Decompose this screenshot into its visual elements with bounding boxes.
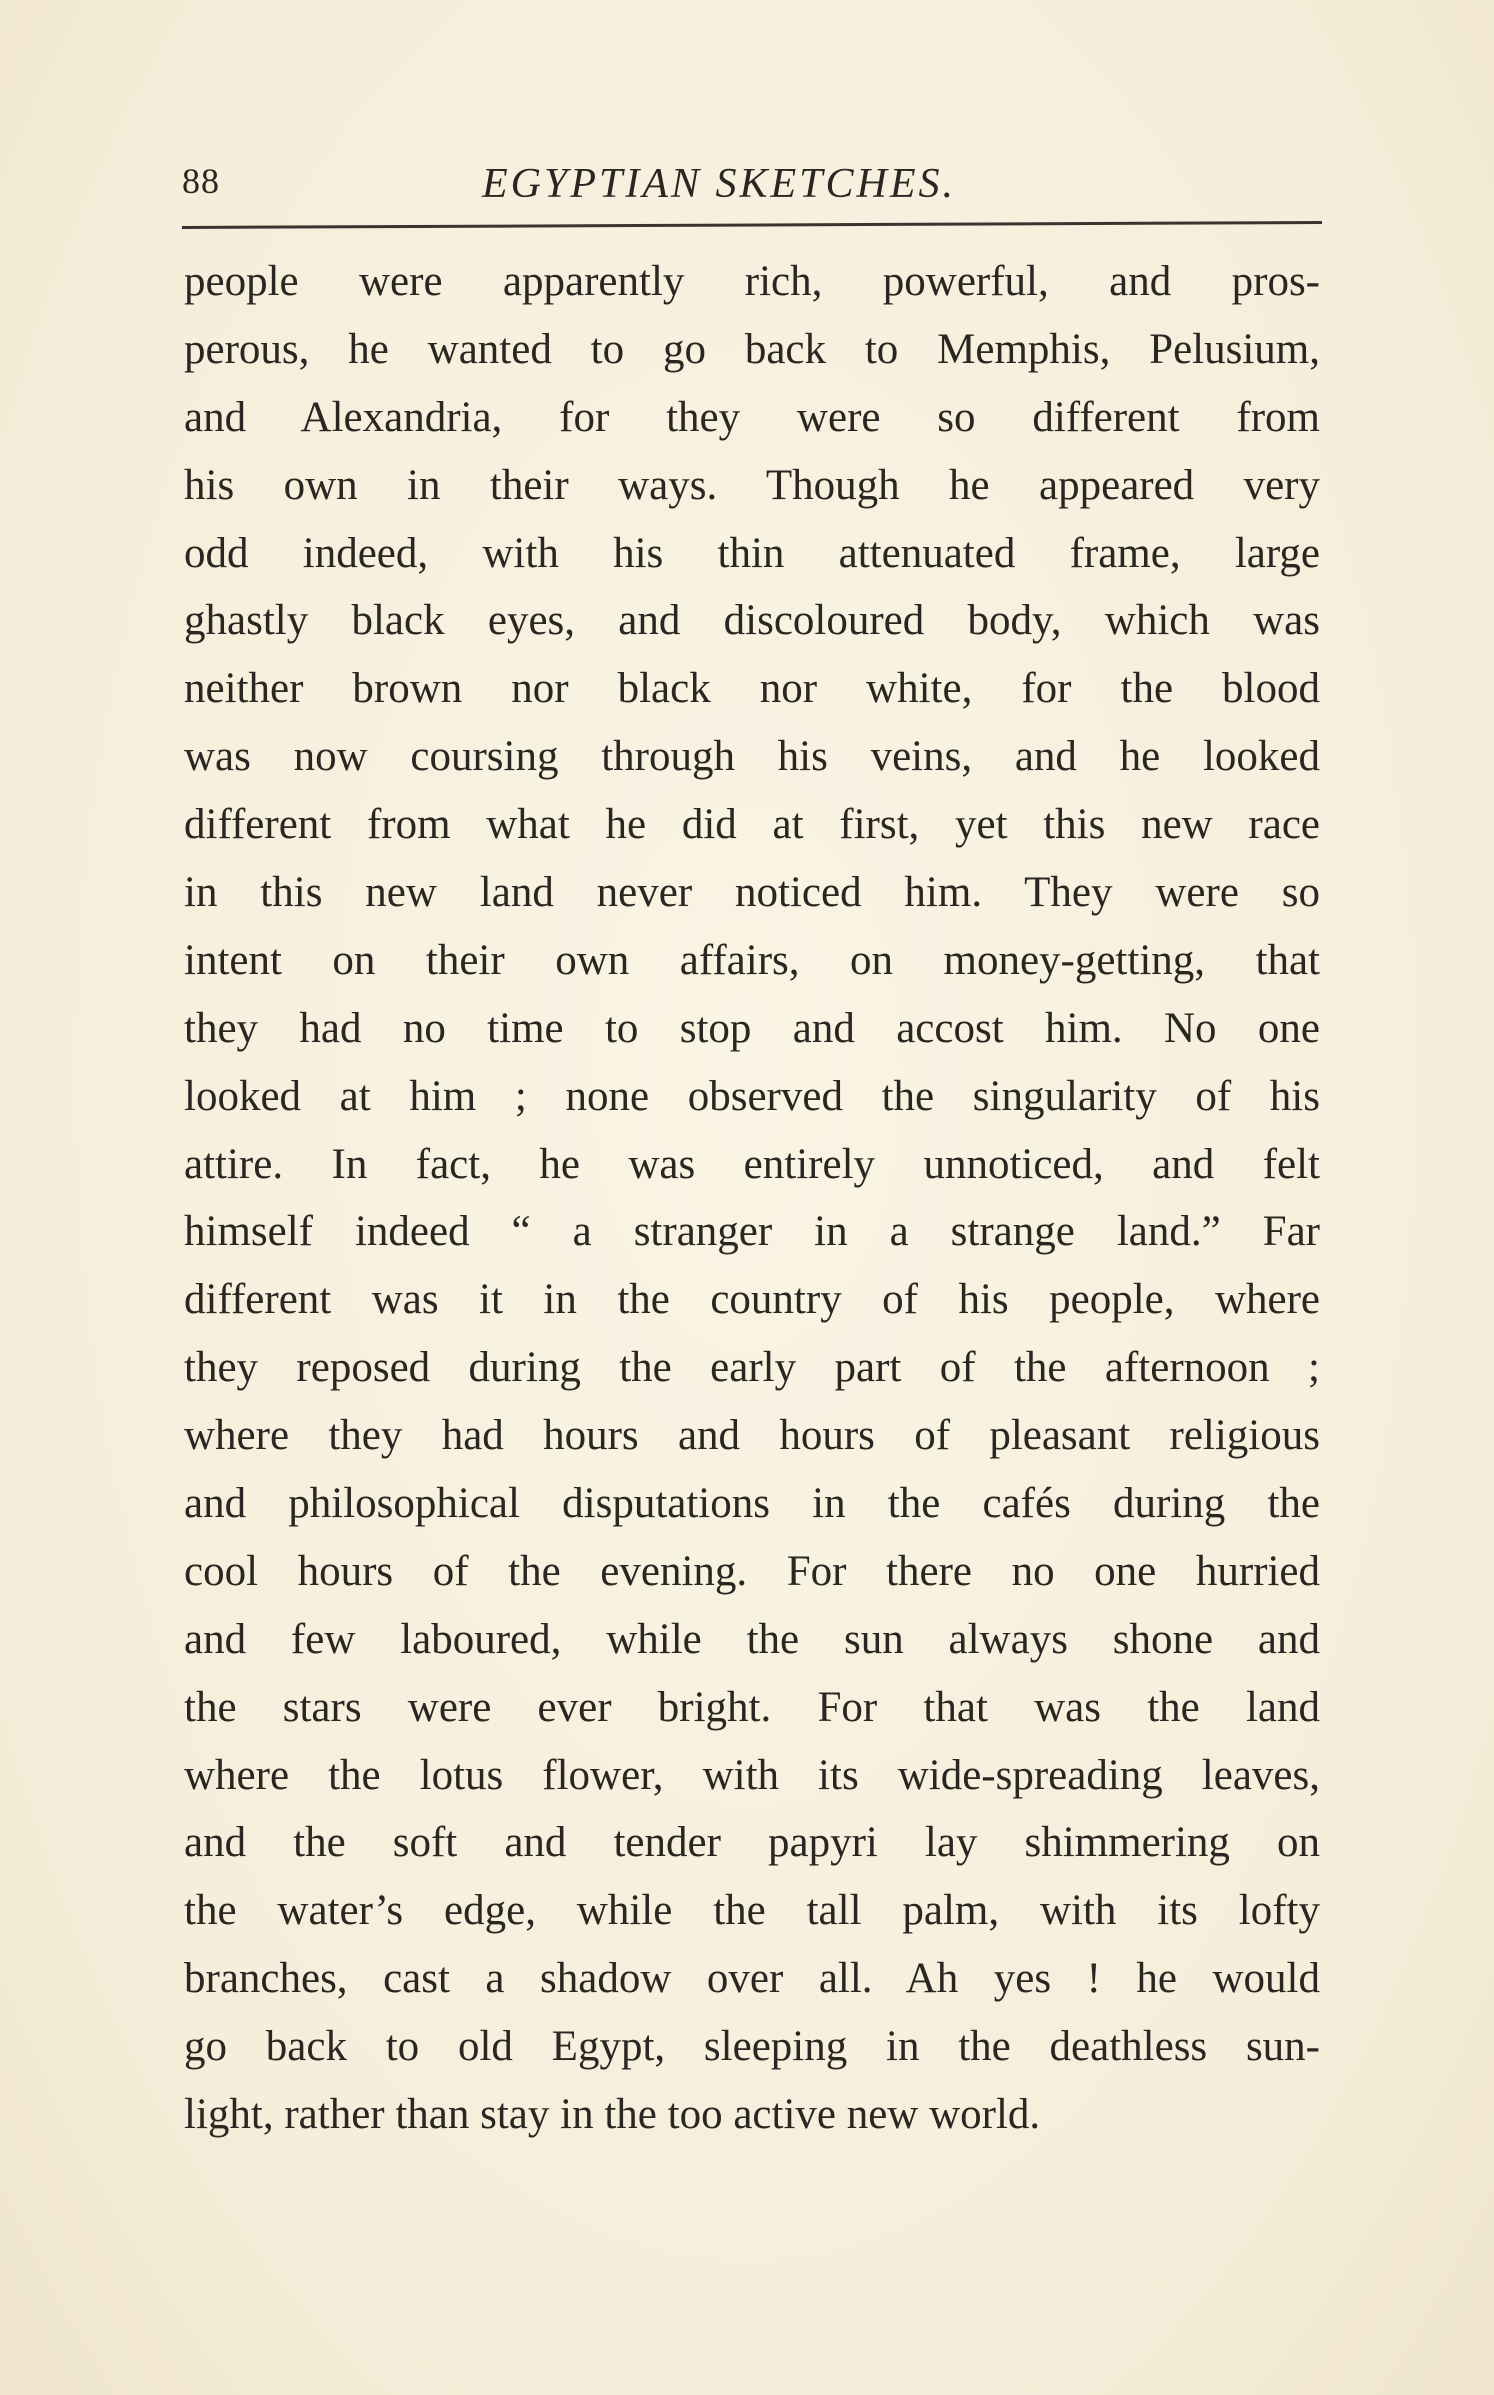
text-line: they had no time to stop and accost him. No one	[184, 1004, 1320, 1052]
text-line: himself indeed “ a stranger in a strange land.” Far	[184, 1208, 1320, 1256]
page-header	[182, 160, 1322, 210]
text-line: different was it in the country of his people, where	[184, 1276, 1320, 1324]
header-rule	[182, 221, 1322, 229]
text-line: different from what he did at first, yet this new race	[184, 801, 1320, 849]
text-line: was now coursing through his veins, and he looked	[184, 733, 1320, 781]
text-line: light, rather than stay in the too active new world.	[184, 2091, 1041, 2139]
text-line: and the soft and tender papyri lay shimmering on	[184, 1819, 1320, 1867]
text-line: cool hours of the evening. For there no one hurried	[184, 1547, 1320, 1595]
page-number: 88	[182, 161, 220, 201]
text-line: where the lotus flower, with its wide-spreading leaves,	[184, 1751, 1320, 1799]
text-line: and few laboured, while the sun always shone and	[184, 1615, 1320, 1663]
text-line: ghastly black eyes, and discoloured body, which was	[184, 597, 1320, 645]
text-line: they reposed during the early part of the afternoon ;	[184, 1344, 1320, 1392]
text-line: and philosophical disputations in the cafés during the	[184, 1480, 1320, 1528]
text-line: where they had hours and hours of pleasant religious	[184, 1412, 1320, 1460]
text-line: the stars were ever bright. For that was the land	[184, 1683, 1320, 1731]
body-paragraph	[184, 248, 1320, 2149]
text-line: odd indeed, with his thin attenuated frame, large	[184, 529, 1320, 577]
text-line: attire. In fact, he was entirely unnoticed, and felt	[184, 1140, 1320, 1188]
text-line: and Alexandria, for they were so different from	[184, 393, 1320, 441]
text-line: looked at him ; none observed the singularity of his	[184, 1072, 1320, 1120]
text-line: the water’s edge, while the tall palm, with its lofty	[184, 1887, 1320, 1935]
text-line: neither brown nor black nor white, for the blood	[184, 665, 1320, 713]
running-title: EGYPTIAN SKETCHES.	[482, 161, 957, 207]
text-line: branches, cast a shadow over all. Ah yes ! he would	[184, 1955, 1320, 2003]
text-line: people were apparently rich, powerful, and pros-	[184, 258, 1320, 305]
text-line: go back to old Egypt, sleeping in the deathless sun-	[184, 2023, 1320, 2071]
text-line: his own in their ways. Though he appeared very	[184, 461, 1320, 509]
text-line: intent on their own affairs, on money-getting, that	[184, 936, 1320, 984]
text-line: in this new land never noticed him. They were so	[184, 869, 1320, 917]
text-line: perous, he wanted to go back to Memphis, Pelusium,	[184, 325, 1320, 373]
